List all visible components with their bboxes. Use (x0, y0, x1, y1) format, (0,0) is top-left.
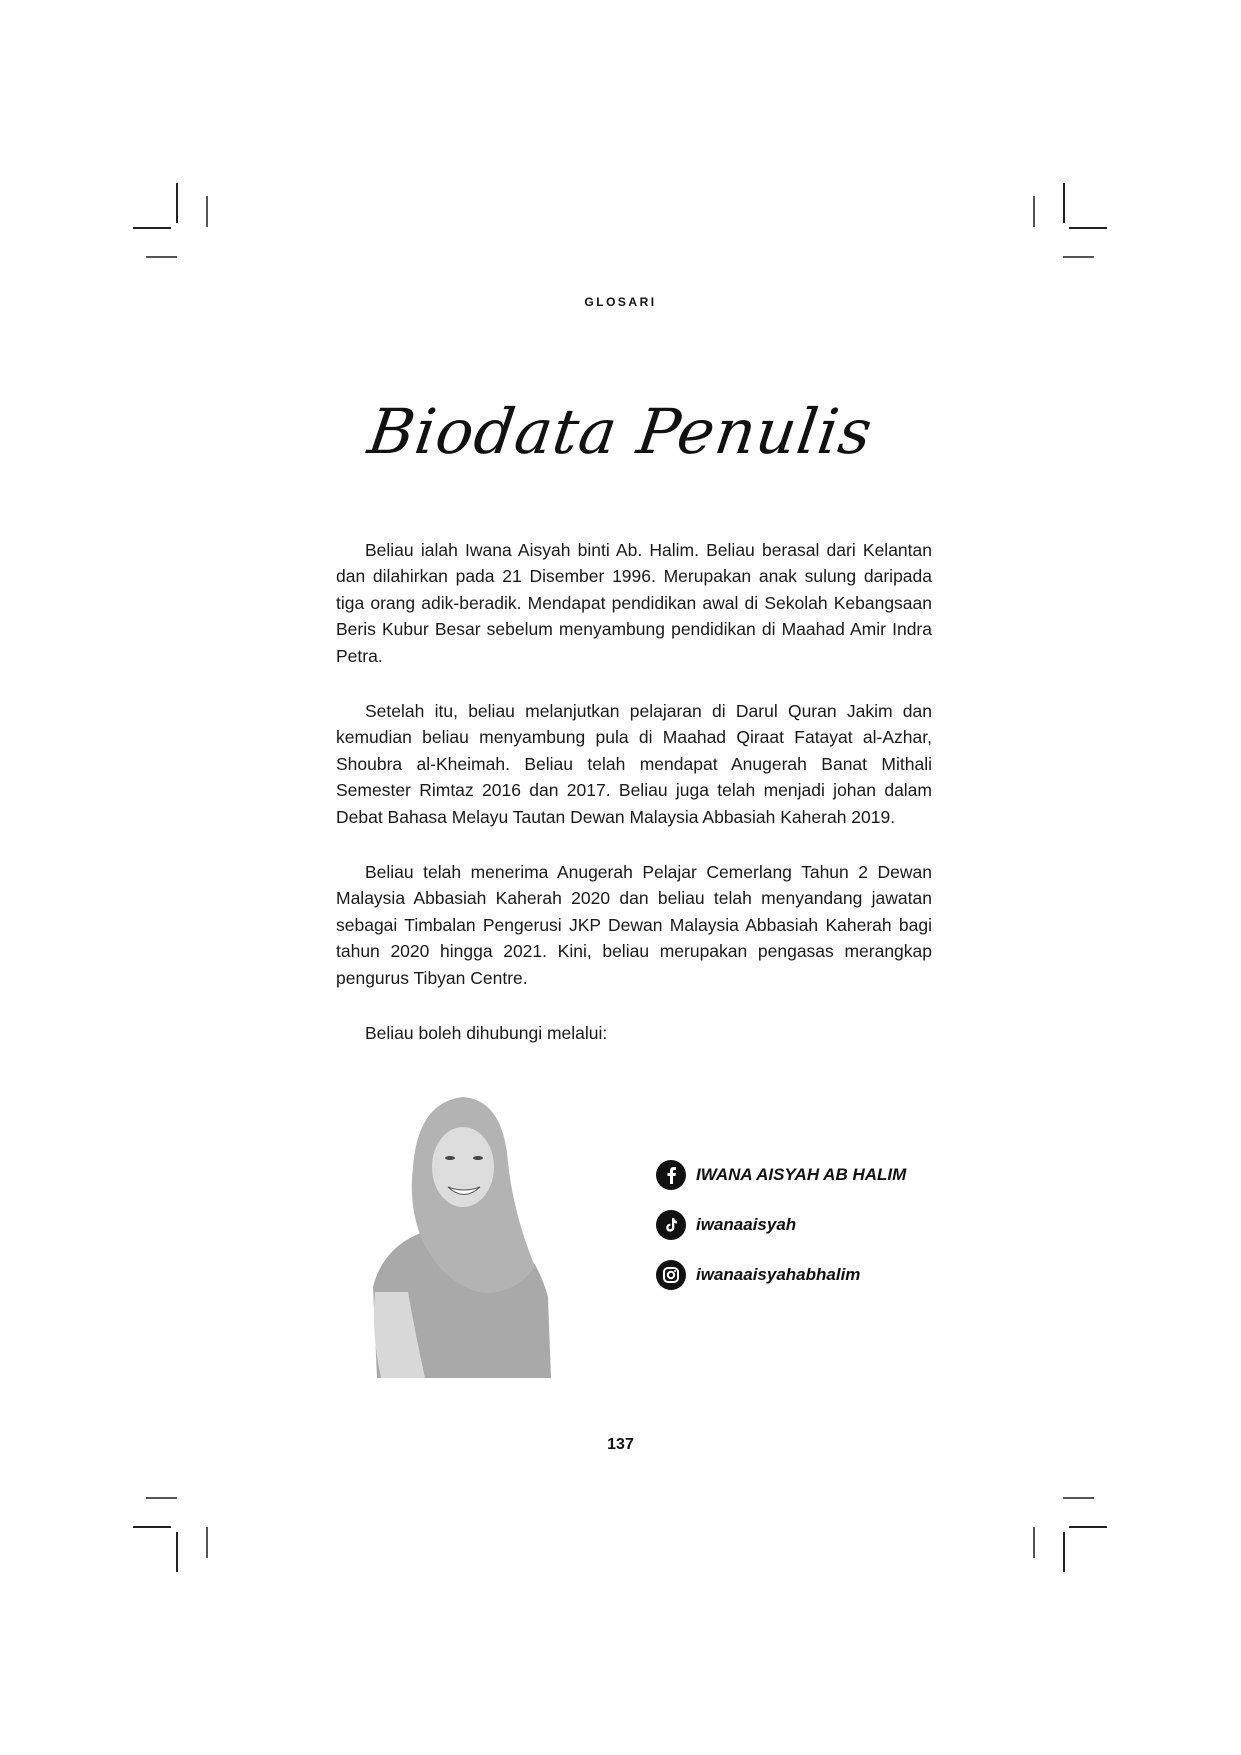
crop-mark (1063, 1497, 1094, 1499)
crop-mark (133, 227, 171, 229)
paragraph: Beliau boleh dihubungi melalui: (365, 1023, 608, 1044)
crop-mark (176, 183, 178, 223)
contact-label: iwanaaisyah (696, 1215, 797, 1234)
facebook-icon (656, 1160, 686, 1190)
crop-mark (206, 1527, 208, 1558)
crop-mark (1069, 1526, 1107, 1528)
running-head: GLOSARI (584, 295, 657, 309)
paragraph: Setelah itu, beliau melanjutkan pelajaran di Darul Quran Jakim dan kemudian beliau menyambung pula di Maahad Qiraat Fatayat al-Azhar, Shoubra al-Kheimah. Beliau telah mendapat Anugerah Banat Mithali Semester Rimtaz 2016 dan 2017. Beliau juga telah menjadi johan dalam Debat Bahasa Melayu Tautan Dewan Malaysia Abbasiah Kaherah 2019. (336, 701, 932, 827)
contact-list (656, 1160, 906, 1310)
crop-mark (146, 256, 177, 258)
paragraph: Beliau ialah Iwana Aisyah binti Ab. Halim. Beliau berasal dari Kelantan dan dilahirkan pada 21 Disember 1996. Merupakan anak sulung daripada tiga orang adik-beradik. Mendapat pendidikan awal di Sekolah Kebangsaan Beris Kubur Besar sebelum menyambung pendidikan di Maahad Amir Indra Petra. (336, 540, 932, 666)
page-title: Biodata Penulis (363, 395, 878, 468)
contact-instagram[interactable] (656, 1260, 906, 1290)
portrait-image (363, 1092, 553, 1378)
crop-mark (1063, 256, 1094, 258)
instagram-icon (656, 1260, 686, 1290)
crop-mark (1063, 1532, 1065, 1572)
contact-label: IWANA AISYAH AB HALIM (696, 1165, 907, 1184)
page-number: 137 (607, 1436, 634, 1453)
crop-mark (133, 1526, 171, 1528)
crop-mark (146, 1497, 177, 1499)
tiktok-icon (656, 1210, 686, 1240)
crop-mark (176, 1532, 178, 1572)
biography-text (336, 537, 932, 1076)
crop-mark (206, 196, 208, 227)
contact-label: iwanaaisyahabhalim (696, 1265, 861, 1284)
author-photo (363, 1092, 553, 1378)
crop-mark (1069, 227, 1107, 229)
contact-tiktok[interactable] (656, 1210, 906, 1240)
crop-mark (1033, 196, 1035, 227)
crop-mark (1063, 183, 1065, 223)
paragraph: Beliau telah menerima Anugerah Pelajar Cemerlang Tahun 2 Dewan Malaysia Abbasiah Kaherah 2020 dan beliau telah menyandang jawatan sebagai Timbalan Pengerusi JKP Dewan Malaysia Abbasiah Kaherah bagi tahun 2020 hingga 2021. Kini, beliau merupakan pengasas merangkap pengurus Tibyan Centre. (336, 862, 932, 988)
crop-mark (1033, 1527, 1035, 1558)
contact-facebook[interactable] (656, 1160, 906, 1190)
